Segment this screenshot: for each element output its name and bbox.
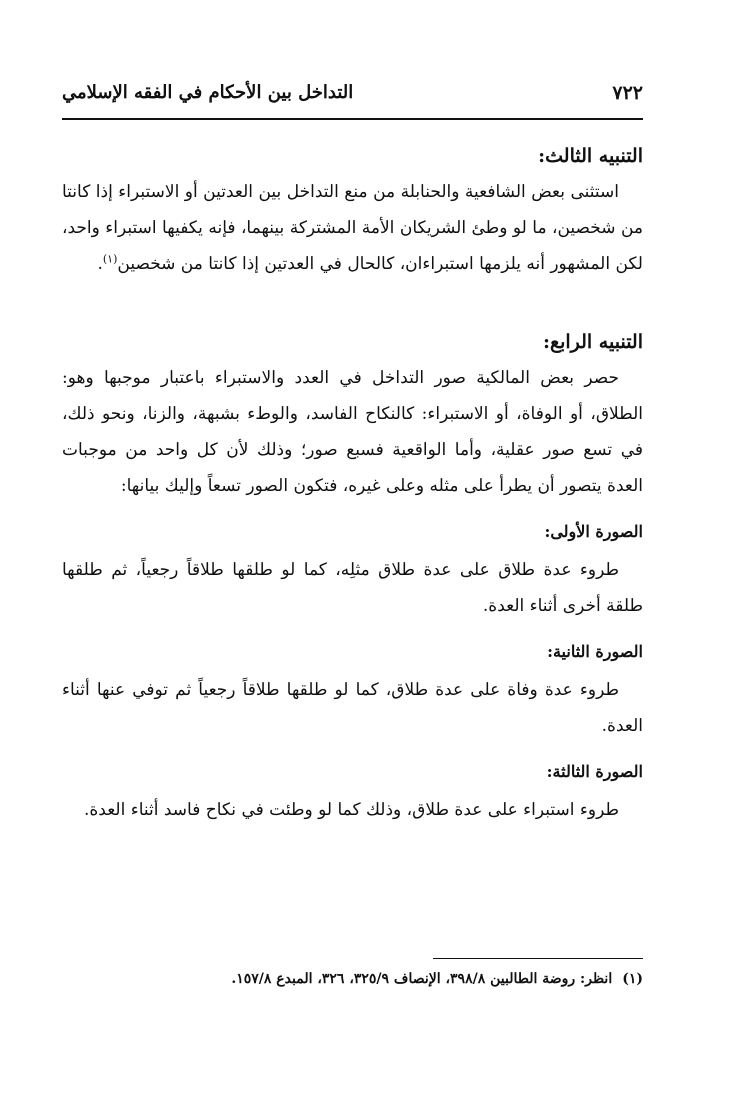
- page-body: [62, 138, 643, 840]
- section-heading: التنبيه الرابع:: [542, 331, 643, 353]
- section-heading: التنبيه الثالث:: [538, 145, 643, 167]
- footnote-divider: [433, 958, 643, 959]
- case-text: طروء عدة طلاق على عدة طلاق مثلِه، كما لو طلقها طلاقاً رجعياً، ثم طلقها طلقة أخرى أثناء العدة.: [62, 560, 643, 616]
- page-number: ٧٢٢: [612, 82, 643, 104]
- running-title: التداخل بين الأحكام في الفقه الإسلامي: [62, 82, 354, 103]
- paragraph-text: استثنى بعض الشافعية والحنابلة من منع التداخل بين العدتين أو الاستبراء إذا كانتا من شخصين، ما لو وطئ الشريكان الأمة المشتركة بينهما، فإنه يكفيها استبراء واحد، لكن المشهور أنه يلزمها استبراءان، كالحال في العدتين إذا كانتا من شخصين: [62, 182, 643, 274]
- footnote-reference: (١): [102, 252, 118, 266]
- case-text: طروء عدة وفاة على عدة طلاق، كما لو طلقها طلاقاً رجعياً ثم توفي عنها أثناء العدة.: [62, 680, 643, 736]
- case-text: طروء استبراء على عدة طلاق، وذلك كما لو وطئت في نكاح فاسد أثناء العدة.: [83, 800, 619, 820]
- footnote-mark: (١): [622, 971, 643, 987]
- footnote: [62, 966, 643, 992]
- section-paragraph: حصر بعض المالكية صور التداخل في العدد والاستبراء باعتبار موجبها وهو: الطلاق، أو الوفاة، أو الاستبراء: كالنكاح الفاسد، والوطء بشبهة، والزنا، ونحو ذلك، في تسع صور عقلية، وأما الواقعية فسبع صور؛ وذلك لأن كل واحد من موجبات العدة يتصور أن يطرأ على مثله وعلى غيره، فتكون الصور تسعاً وإليك بيانها:: [62, 368, 643, 496]
- case-title: الصورة الثانية:: [547, 642, 643, 661]
- footnote-text: انظر: روضة الطالبين ٣٩٨/٨، الإنصاف ٣٢٥/٩، ٣٢٦، المبدع ١٥٧/٨.: [231, 971, 613, 987]
- case-title: الصورة الأولى:: [544, 522, 643, 541]
- case-title: الصورة الثالثة:: [546, 762, 643, 781]
- page-header: [62, 82, 643, 120]
- section-paragraph: [62, 174, 643, 282]
- paragraph-end: .: [97, 254, 103, 274]
